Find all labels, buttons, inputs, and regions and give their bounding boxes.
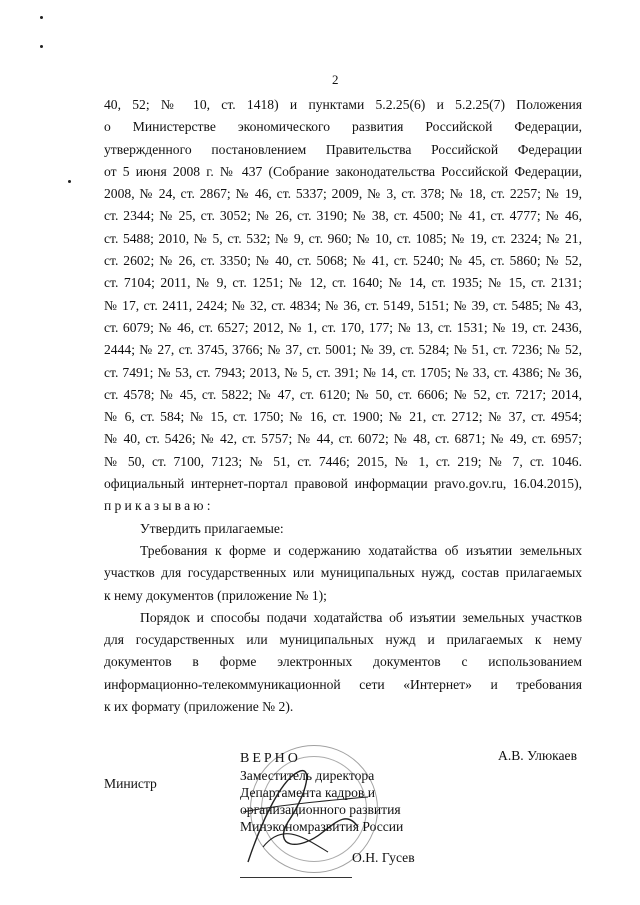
text-line: 40, 52; № 10, ст. 1418) и пунктами 5.2.25(6) и 5.2.25(7) Положения [104,97,582,112]
text-line: ст. 6079; № 46, ст. 6527; 2012, № 1, ст. 170, 177; № 13, ст. 1531; № 19, ст. 2436, [104,319,582,335]
text-line: от 5 июня 2008 г. № 437 (Собрание законодательства Российской Федерации, [104,163,582,179]
stamp-line: организационного развития [240,802,401,817]
text-line: ст. 7104; 2011, № 9, ст. 1251; № 12, ст. 1640; № 14, ст. 1935; № 15, ст. 2131; [104,275,582,291]
order-word: приказываю: [104,498,214,514]
scan-speck [40,45,43,48]
text-line: № 6, ст. 584; № 15, ст. 1750; № 16, ст. 1900; № 21, ст. 2712; № 37, ст. 4954; [104,409,582,425]
text-line: официальный интернет-портал правовой информации pravo.gov.ru, 16.04.2015), [104,476,582,492]
stamp-line: Заместитель директора [240,768,375,783]
stamp-verno: ВЕРНО [240,751,301,766]
text-line: ст. 5488; 2010, № 5, ст. 532; № 9, ст. 960; № 10, ст. 1085; № 19, ст. 2324; № 21, [104,230,582,246]
signatory-name: А.В. Улюкаев [498,748,577,763]
scan-speck [68,180,71,183]
text-line: 2444; № 27, ст. 3745, 3766; № 37, ст. 5001; № 39, ст. 5284; № 51, ст. 7236; № 52, [104,342,582,358]
item1-line: участков для государственных или муниципальных нужд, состав прилагаемых [104,565,582,581]
text-line: утвержденного постановлением Правительства Российской Федерации [104,141,582,157]
item1-line: Требования к форме и содержанию ходатайства об изъятии земельных [140,542,582,558]
stamp-line: Департамента кадров и [240,785,376,800]
text-line: ст. 4578; № 45, ст. 5822; № 47, ст. 6120; № 50, ст. 6606; № 52, ст. 7217; 2014, [104,386,582,402]
item2-line: к их формату (приложение № 2). [104,699,294,715]
approve-line: Утвердить прилагаемые: [140,520,284,536]
item2-line: документов в форме электронных документов с использованием [104,654,582,670]
text-line: № 40, ст. 5426; № 42, ст. 5757; № 44, ст. 6072; № 48, ст. 6871; № 49, ст. 6957; [104,431,582,447]
text-line: ст. 2344; № 25, ст. 3052; № 26, ст. 3190; № 38, ст. 4500; № 41, ст. 4777; № 46, [104,208,582,224]
scan-speck [40,16,43,19]
signature-line [240,877,352,878]
text-line: № 17, ст. 2411, 2424; № 32, ст. 4834; № 36, ст. 5149, 5151; № 39, ст. 5485; № 43, [104,297,582,313]
text-line: ст. 2602; № 26, ст. 3350; № 40, ст. 5068; № 41, ст. 5240; № 45, ст. 5860; № 52, [104,253,582,269]
stamp-name: О.Н. Гусев [352,850,415,865]
text-line: о Министерстве экономического развития Российской Федерации, [104,119,582,135]
text-line: 2008, № 24, ст. 2867; № 46, ст. 5337; 2009, № 3, ст. 378; № 18, ст. 2257; № 19, [104,186,582,202]
text-line: № 50, ст. 7100, 7123; № 51, ст. 7446; 2015, № 1, ст. 219; № 7, ст. 1046. [104,453,582,469]
handwritten-signature [228,752,378,882]
page-number: 2 [332,72,339,87]
document-body [104,94,582,718]
stamp-line: Минэкономразвития России [240,819,404,834]
text-line: ст. 7491; № 53, ст. 7943; 2013, № 5, ст. 391; № 14, ст. 1705; № 33, ст. 4386; № 36, [104,364,582,380]
item2-line: Порядок и способы подачи ходатайства об изъятии земельных участков [140,609,582,625]
item2-line: для государственных или муниципальных нужд и прилагаемых к нему [104,632,582,648]
signatory-title: Министр [104,776,157,791]
item1-line: к нему документов (приложение № 1); [104,587,327,603]
item2-line: информационно-телекоммуникационной сети «Интернет» и требования [104,676,582,692]
